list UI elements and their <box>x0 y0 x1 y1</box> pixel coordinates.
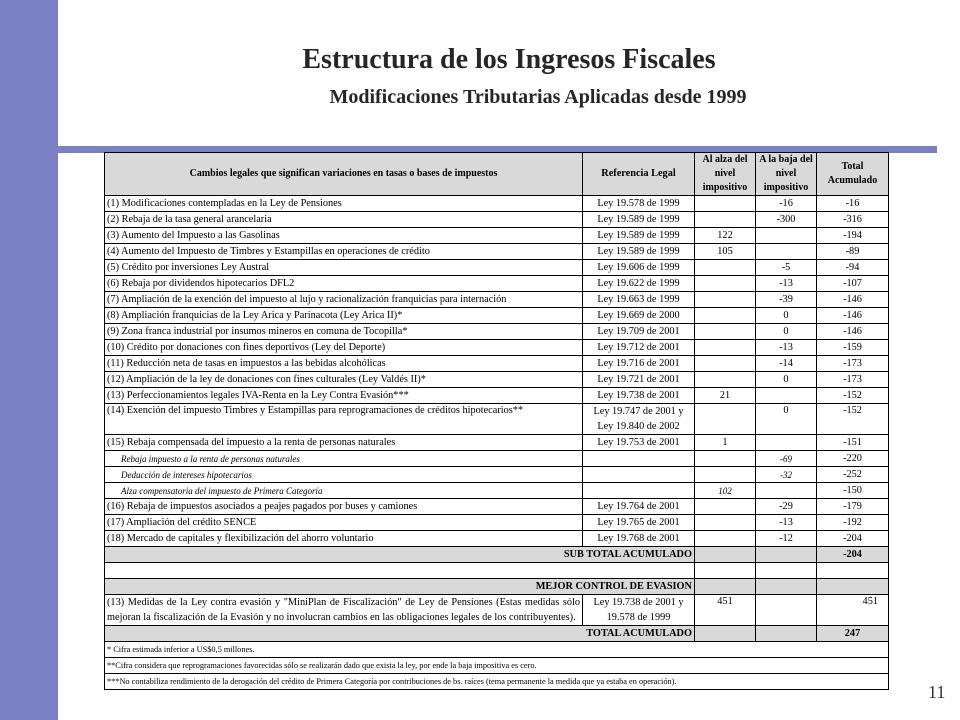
total-row <box>105 626 889 642</box>
cumulative-total: -94 <box>817 260 889 276</box>
cumulative-total: -194 <box>817 228 889 244</box>
decrease-value: -13 <box>756 340 817 356</box>
increase-value <box>695 324 756 340</box>
increase-value <box>695 372 756 388</box>
header-decrease: A la baja del nivel impositivo <box>756 153 817 196</box>
section-header-row <box>105 579 889 595</box>
cumulative-total: -252 <box>817 467 889 483</box>
decrease-value <box>756 244 817 260</box>
table-subrow <box>105 467 889 483</box>
sub-item-description: Rebaja impuesto a la renta de personas naturales <box>105 451 583 467</box>
left-accent-bar <box>0 0 58 720</box>
cumulative-total: -89 <box>817 244 889 260</box>
legal-reference: Ley 19.716 de 2001 <box>583 356 695 372</box>
table-row <box>105 292 889 308</box>
footnote: * Cifra estimada inferior a US$0,5 millones. <box>105 642 889 658</box>
change-description: (6) Rebaja por dividendos hipotecarios DFL2 <box>105 276 583 292</box>
increase-value <box>695 404 756 435</box>
total-value: 247 <box>817 626 889 642</box>
cumulative-total: -220 <box>817 451 889 467</box>
cumulative-total: -152 <box>817 404 889 435</box>
cumulative-total: -173 <box>817 372 889 388</box>
legal-reference: Ley 19.622 de 1999 <box>583 276 695 292</box>
decrease-value: 0 <box>756 372 817 388</box>
increase-value: 451 <box>695 595 756 626</box>
table-row <box>105 372 889 388</box>
change-description: (5) Crédito por inversiones Ley Austral <box>105 260 583 276</box>
table-row <box>105 212 889 228</box>
decrease-value: -12 <box>756 531 817 547</box>
legal-reference: Ley 19.721 de 2001 <box>583 372 695 388</box>
footnote-row <box>105 642 889 658</box>
increase-value <box>695 260 756 276</box>
subtotal-row <box>105 547 889 563</box>
table-row <box>105 276 889 292</box>
increase-value: 21 <box>695 388 756 404</box>
legal-reference-line: Ley 19.840 de 2002 <box>597 421 680 432</box>
sub-item-description: Deducción de intereses hipotecarios <box>105 467 583 483</box>
cumulative-total: -16 <box>817 196 889 212</box>
table-row <box>105 244 889 260</box>
decrease-value <box>756 547 817 563</box>
page-subtitle: Modificaciones Tributarias Aplicadas desde 1999 <box>329 86 747 108</box>
table-row <box>105 531 889 547</box>
legal-reference: Ley 19.712 de 2001 <box>583 340 695 356</box>
change-description: (18) Mercado de capitales y flexibilización del ahorro voluntario <box>105 531 583 547</box>
decrease-value <box>756 435 817 451</box>
footnote-row <box>105 658 889 674</box>
increase-value <box>695 451 756 467</box>
increase-value: 1 <box>695 435 756 451</box>
decrease-value: -69 <box>756 451 817 467</box>
table-row <box>105 356 889 372</box>
subtotal-value: -204 <box>817 547 889 563</box>
tax-changes-table <box>104 152 889 690</box>
decrease-value: 0 <box>756 324 817 340</box>
table-row <box>105 308 889 324</box>
decrease-value <box>756 228 817 244</box>
cumulative-total: -152 <box>817 388 889 404</box>
footnote: ***No contabiliza rendimiento de la derogación del crédito de Primera Categoría por contribuciones de bs. raíces (tema permanente la medida que ya estaba en operación). <box>105 674 889 690</box>
change-description: (14) Exención del impuesto Timbres y Estampillas para reprogramaciones de créditos hipotecarios** <box>105 404 583 435</box>
change-description: (15) Rebaja compensada del impuesto a la renta de personas naturales <box>105 435 583 451</box>
table-row <box>105 435 889 451</box>
increase-value <box>695 467 756 483</box>
cumulative-total: -204 <box>817 531 889 547</box>
cumulative-total: -107 <box>817 276 889 292</box>
legal-reference: Ley 19.738 de 2001 y 19.578 de 1999 <box>583 595 695 626</box>
cumulative-total: -146 <box>817 324 889 340</box>
total-label: TOTAL ACUMULADO <box>105 626 695 642</box>
increase-value <box>695 196 756 212</box>
legal-reference: Ley 19.764 de 2001 <box>583 499 695 515</box>
slide-number: 11 <box>928 682 946 702</box>
legal-reference: Ley 19.709 de 2001 <box>583 324 695 340</box>
table-row <box>105 324 889 340</box>
table-header-row <box>105 153 889 196</box>
decrease-value: -14 <box>756 356 817 372</box>
increase-value <box>695 579 756 595</box>
legal-reference: Ley 19.606 de 1999 <box>583 260 695 276</box>
decrease-value <box>756 626 817 642</box>
cumulative-total: -146 <box>817 308 889 324</box>
cumulative-total: -192 <box>817 515 889 531</box>
decrease-value: -13 <box>756 276 817 292</box>
change-description: (10) Crédito por donaciones con fines deportivos (Ley del Deporte) <box>105 340 583 356</box>
table-row <box>105 260 889 276</box>
spacer-cell <box>756 563 817 579</box>
increase-value <box>695 212 756 228</box>
decrease-value: -13 <box>756 515 817 531</box>
legal-reference: Ley 19.578 de 1999 <box>583 196 695 212</box>
legal-reference-line: Ley 19.747 de 2001 y <box>593 406 684 417</box>
section-header: MEJOR CONTROL DE EVASION <box>105 579 695 595</box>
spacer-cell <box>105 563 695 579</box>
header-changes: Cambios legales que significan variaciones en tasas o bases de impuestos <box>105 153 583 196</box>
increase-value <box>695 499 756 515</box>
legal-reference <box>583 451 695 467</box>
page-title: Estructura de los Ingresos Fiscales <box>302 44 716 75</box>
cumulative-total <box>817 579 889 595</box>
increase-value <box>695 308 756 324</box>
cumulative-total: -146 <box>817 292 889 308</box>
increase-value <box>695 276 756 292</box>
change-description: (16) Rebaja de impuestos asociados a peajes pagados por buses y camiones <box>105 499 583 515</box>
legal-reference: Ley 19.669 de 2000 <box>583 308 695 324</box>
spacer-cell <box>695 563 756 579</box>
legal-reference <box>583 467 695 483</box>
sub-item-description: Alza compensatoria del impuesto de Primera Categoría <box>105 483 583 499</box>
change-description: (13) Perfeccionamientos legales IVA-Renta en la Ley Contra Evasión*** <box>105 388 583 404</box>
footnote-row <box>105 674 889 690</box>
table-row <box>105 388 889 404</box>
change-description: (17) Ampliación del crédito SENCE <box>105 515 583 531</box>
increase-value: 122 <box>695 228 756 244</box>
change-description: (7) Ampliación de la exención del impuesto al lujo y racionalización franquicias para internación <box>105 292 583 308</box>
decrease-value <box>756 595 817 626</box>
change-description: (12) Ampliación de la ley de donaciones con fines culturales (Ley Valdés II)* <box>105 372 583 388</box>
cumulative-total: -316 <box>817 212 889 228</box>
legal-reference: Ley 19.768 de 2001 <box>583 531 695 547</box>
header-total: Total Acumulado <box>817 153 889 196</box>
table-row <box>105 595 889 626</box>
legal-reference: Ley 19.589 de 1999 <box>583 212 695 228</box>
legal-reference: Ley 19.738 de 2001 <box>583 388 695 404</box>
change-description: (3) Aumento del Impuesto a las Gasolinas <box>105 228 583 244</box>
cumulative-total: -151 <box>817 435 889 451</box>
change-description: (9) Zona franca industrial por insumos mineros en comuna de Tocopilla* <box>105 324 583 340</box>
decrease-value: -5 <box>756 260 817 276</box>
table-row <box>105 196 889 212</box>
table-subrow <box>105 451 889 467</box>
cumulative-total: -159 <box>817 340 889 356</box>
change-description: (11) Reducción neta de tasas en impuestos a las bebidas alcohólicas <box>105 356 583 372</box>
decrease-value: 0 <box>756 404 817 435</box>
table-row <box>105 228 889 244</box>
decrease-value: -29 <box>756 499 817 515</box>
increase-value <box>695 292 756 308</box>
cumulative-total: -179 <box>817 499 889 515</box>
decrease-value <box>756 579 817 595</box>
header-legal-reference: Referencia Legal <box>583 153 695 196</box>
cumulative-total: 451 <box>817 595 889 626</box>
change-description: (13) Medidas de la Ley contra evasión y "MiniPlan de Fiscalización" de Ley de Pensiones (Estas medidas sólo mejoran la fiscalización de la Evasión y no involucran cambios en las obligaciones legales de los contribuyentes). <box>105 595 583 626</box>
header-increase: Al alza del nivel impositivo <box>695 153 756 196</box>
footnote: **Cifra considera que reprogramaciones favorecidas sólo se realizarán dado que exista la ley, por ende la baja impositiva es cero. <box>105 658 889 674</box>
subtotal-label: SUB TOTAL ACUMULADO <box>105 547 695 563</box>
increase-value: 105 <box>695 244 756 260</box>
increase-value <box>695 340 756 356</box>
increase-value <box>695 626 756 642</box>
cumulative-total: -150 <box>817 483 889 499</box>
spacer-row <box>105 563 889 579</box>
change-description: (1) Modificaciones contempladas en la Ley de Pensiones <box>105 196 583 212</box>
decrease-value: -39 <box>756 292 817 308</box>
spacer-cell <box>817 563 889 579</box>
legal-reference <box>583 483 695 499</box>
decrease-value <box>756 483 817 499</box>
decrease-value: 0 <box>756 308 817 324</box>
increase-value <box>695 356 756 372</box>
legal-reference: Ley 19.663 de 1999 <box>583 292 695 308</box>
decrease-value: -16 <box>756 196 817 212</box>
change-description: (4) Aumento del Impuesto de Timbres y Estampillas en operaciones de crédito <box>105 244 583 260</box>
legal-reference <box>583 404 695 435</box>
increase-value <box>695 547 756 563</box>
legal-reference: Ley 19.589 de 1999 <box>583 228 695 244</box>
decrease-value <box>756 388 817 404</box>
increase-value <box>695 531 756 547</box>
increase-value: 102 <box>695 483 756 499</box>
table-row <box>105 515 889 531</box>
legal-reference: Ley 19.753 de 2001 <box>583 435 695 451</box>
increase-value <box>695 515 756 531</box>
cumulative-total: -173 <box>817 356 889 372</box>
table-subrow <box>105 483 889 499</box>
decrease-value: -32 <box>756 467 817 483</box>
legal-reference: Ley 19.765 de 2001 <box>583 515 695 531</box>
decrease-value: -300 <box>756 212 817 228</box>
change-description: (8) Ampliación franquicias de la Ley Arica y Parinacota (Ley Arica II)* <box>105 308 583 324</box>
legal-reference: Ley 19.589 de 1999 <box>583 244 695 260</box>
table-row <box>105 340 889 356</box>
table-row <box>105 404 889 435</box>
table-row <box>105 499 889 515</box>
change-description: (2) Rebaja de la tasa general arancelaria <box>105 212 583 228</box>
